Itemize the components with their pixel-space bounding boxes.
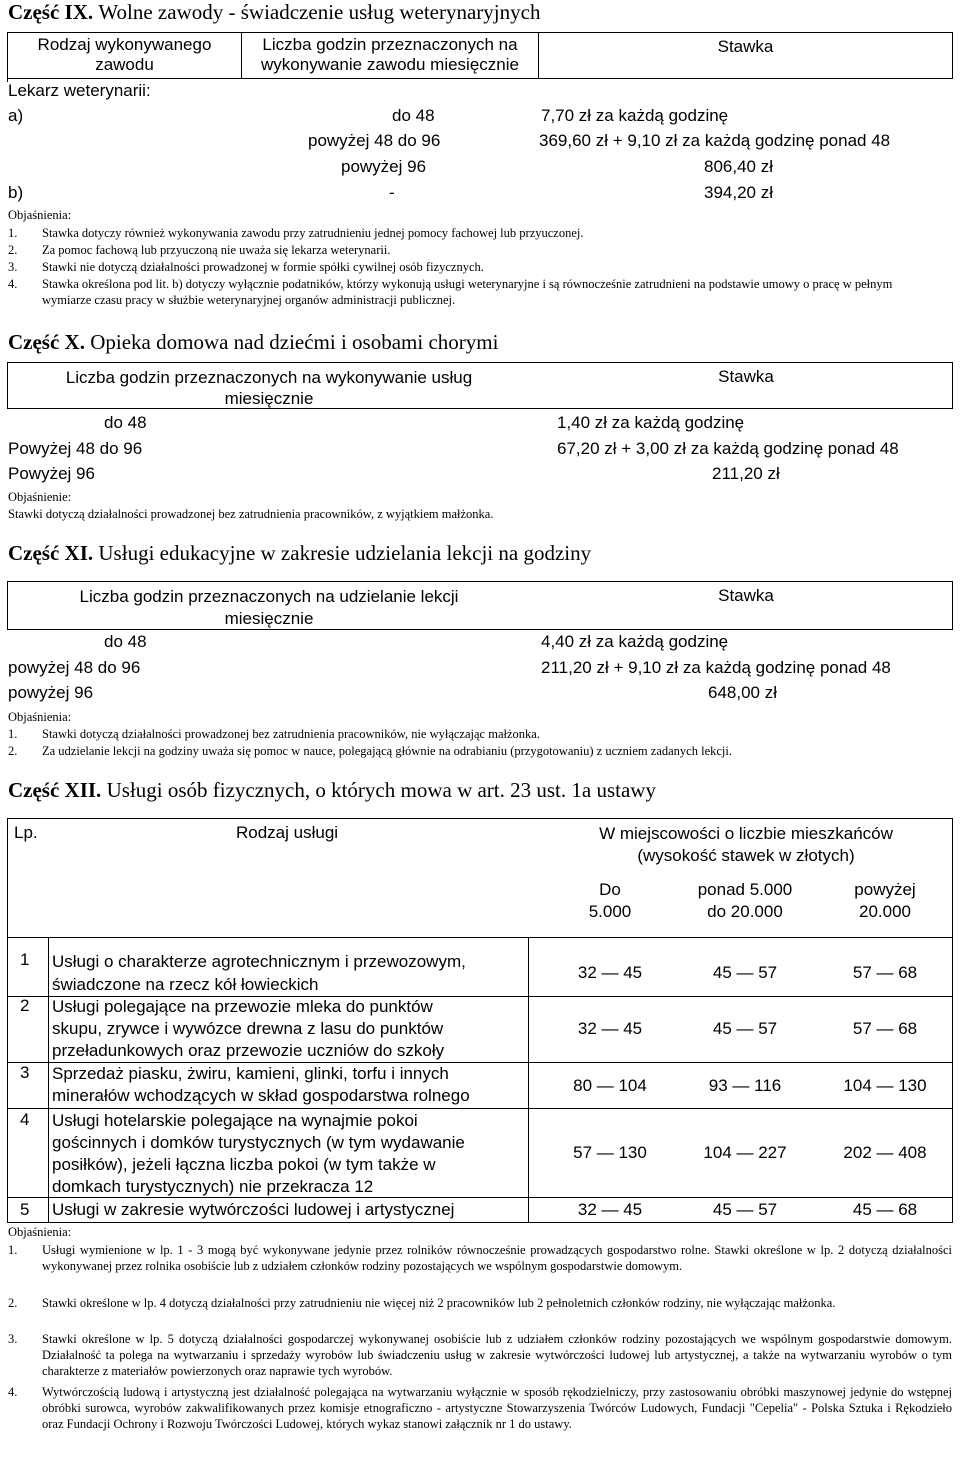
part9-header-kind-l1: Rodzaj wykonywanego — [37, 35, 212, 54]
part9-title-prefix: Część IX. — [8, 0, 94, 24]
part9-row-b-rate: 394,20 zł — [704, 183, 773, 202]
part10-title: Opieka domowa nad dziećmi i osobami chorymi — [90, 330, 499, 354]
part9-header-kind-l2: zawodu — [95, 55, 154, 74]
part12-row-1-c2: 45 — 57 — [712, 963, 778, 982]
part12-row-4-lp: 4 — [20, 1110, 30, 1129]
part12-row-2-c3: 57 — 68 — [852, 1019, 918, 1038]
part12-row-5-c3: 45 — 68 — [852, 1200, 918, 1219]
part11-title: Usługi edukacyjne w zakresie udzielania lekcji na godziny — [98, 541, 592, 565]
part12-row-1-line-1: Usługi o charakterze agrotechnicznym i przewozowym, — [52, 952, 466, 971]
part12-row-1-c1: 32 — 45 — [577, 963, 643, 982]
part12-row-2-lp: 2 — [20, 996, 30, 1015]
part12-header-c2 — [680, 879, 810, 923]
part9-note-3-text: Stawki nie dotyczą działalności prowadzonej w formie spółki cywilnej osób fizycznych. — [42, 260, 484, 274]
part12-row-4-service — [52, 1110, 465, 1198]
part12-header-c3 — [820, 879, 950, 923]
part12-row-4-c1: 57 — 130 — [573, 1143, 647, 1162]
part12-row-3-c1: 80 — 104 — [573, 1076, 647, 1095]
part9-note-4-num: 4. — [8, 277, 18, 291]
part10-header-hours-l1: Liczba godzin przeznaczonych na wykonywanie usług — [65, 368, 473, 387]
part12-header-group-l1: W miejscowości o liczbie mieszkańców — [599, 824, 893, 843]
part12-note-4-num: 4. — [8, 1385, 18, 1399]
part12-heading — [8, 778, 656, 803]
part12-header-c1-l1: Do — [599, 880, 621, 899]
part12-row-2-c2: 45 — 57 — [712, 1019, 778, 1038]
part12-row-5-c1: 32 — 45 — [577, 1200, 643, 1219]
part10-row-3-hours: Powyżej 96 — [8, 464, 95, 483]
part9-row-b-hours: - — [389, 183, 395, 202]
part12-row-1-service — [52, 950, 466, 996]
part11-row-2-hours: powyżej 48 do 96 — [8, 658, 141, 677]
part12-row-3-service — [52, 1063, 470, 1107]
part9-group-label: Lekarz weterynarii: — [8, 81, 151, 100]
part9-row-a-rate: 7,70 zł za każdą godzinę — [541, 106, 729, 125]
part9-note-2-num: 2. — [8, 243, 18, 257]
part12-row-2-line-3: przeładunkowych oraz przewozie uczniów do szkoły — [52, 1041, 445, 1060]
part12-row-4-line-1: Usługi hotelarskie polegające na wynajmie pokoi — [52, 1111, 418, 1130]
part9-header-hours-l2: wykonywanie zawodu miesięcznie — [261, 55, 519, 74]
part11-notes-title: Objaśnienia: — [8, 710, 72, 724]
part12-row-2-c1: 32 — 45 — [577, 1019, 643, 1038]
part12-row-1-c3: 57 — 68 — [852, 963, 918, 982]
part12-row-2-line-1: Usługi polegające na przewozie mleka do punktów — [52, 997, 433, 1016]
part12-row-5-service: Usługi w zakresie wytwórczości ludowej i artystycznej — [52, 1200, 455, 1219]
part10-heading — [8, 330, 498, 355]
part10-row-1-rate: 1,40 zł za każdą godzinę — [557, 413, 745, 432]
part9-note-1-num: 1. — [8, 226, 18, 240]
part12-header-c3-l2: 20.000 — [859, 902, 911, 921]
part12-row-4-line-2: gościnnych i domków turystycznych (w tym wydawanie — [52, 1133, 465, 1152]
part11-note-1-num: 1. — [8, 727, 18, 741]
part11-header-hours-l2: miesięcznie — [224, 609, 314, 628]
part10-notes-title: Objaśnienie: — [8, 490, 72, 504]
part12-row-4-line-3: posiłków), jeżeli łączna liczba pokoi (w tym także w — [52, 1155, 436, 1174]
part12-row-2-line-2: skupu, zrywce i wywózce drewna z lasu do punktów — [52, 1019, 444, 1038]
part12-note-1-text: Usługi wymienione w lp. 1 - 3 mogą być wykonywane jedynie przez rolników równocześnie prowadzących gospodarstwo rolne. Stawki określone w lp. 2 dotyczą działalności wykonywanej przez rolnika osobiście lub z udziałem członków rodziny pozostających we wspólnym gospodarstwie domowym. — [42, 1243, 952, 1273]
part9-header-hours — [242, 35, 538, 75]
part11-header-hours-l1: Liczba godzin przeznaczonych na udzielanie lekcji — [79, 587, 459, 606]
part12-row-1-lp: 1 — [20, 950, 30, 969]
part10-note: Stawki dotyczą działalności prowadzonej bez zatrudnienia pracowników, z wyjątkiem małżonka. — [8, 507, 494, 521]
part12-row-4-line-4: domkach turystycznych) nie przekracza 12 — [52, 1177, 374, 1196]
part12-note-1-num: 1. — [8, 1243, 18, 1257]
part9-row-3-rate: 806,40 zł — [704, 157, 773, 176]
part9-header-hours-l1: Liczba godzin przeznaczonych na — [262, 35, 518, 54]
part11-row-3-rate: 648,00 zł — [708, 683, 777, 702]
part11-row-1-hours: do 48 — [104, 632, 147, 651]
part10-row-2-hours: Powyżej 48 do 96 — [8, 439, 143, 458]
part11-note-2-num: 2. — [8, 744, 18, 758]
part12-header-c1-l2: 5.000 — [588, 902, 632, 921]
part12-header-c1 — [560, 879, 660, 923]
part12-header-service: Rodzaj usługi — [236, 823, 339, 842]
part11-note-1-text: Stawki dotyczą działalności prowadzonej bez zatrudnienia pracowników, nie wyłączając małżonka. — [42, 727, 540, 741]
part11-row-1-rate: 4,40 zł za każdą godzinę — [541, 632, 729, 651]
part12-header-c2-l2: do 20.000 — [707, 902, 783, 921]
part12-title-prefix: Część XII. — [8, 778, 102, 802]
part10-row-2-rate: 67,20 zł + 3,00 zł za każdą godzinę ponad 48 — [557, 439, 899, 458]
part9-row-3-hours: powyżej 96 — [341, 157, 427, 176]
part12-row-3-line-2: minerałów wchodzących w skład gospodarstwa rolnego — [52, 1086, 470, 1105]
part9-row-2-rate: 369,60 zł + 9,10 zł za każdą godzinę ponad 48 — [539, 131, 891, 150]
part12-note-2-num: 2. — [8, 1296, 18, 1310]
part12-note-3-text: Stawki określone w lp. 5 dotyczą działalności gospodarczej wykonywanej osobiście lub z udziałem członków rodziny pozostających we wspólnym gospodarstwie domowym. Działalność ta polega na wytwarzaniu i sprzedaży wyrobów lub świadczeniu usług w zakresie wytwórczości ludowej lub artystycznej, a także na wytwarzaniu wyrobów o tym charakterze z materiałów powierzonych oraz naprawie tych wyrobów. — [42, 1332, 952, 1378]
part12-row-1-line-2: świadczone na rzecz kół łowieckich — [52, 975, 319, 994]
part12-row-3-c3: 104 — 130 — [843, 1076, 927, 1095]
part9-row-a-label: a) — [8, 106, 24, 125]
part11-header-rate: Stawka — [718, 586, 774, 605]
part9-note-2-text: Za pomoc fachową lub przyuczoną nie uważa się lekarza weterynarii. — [42, 243, 391, 257]
part12-row-3-c2: 93 — 116 — [708, 1076, 782, 1095]
part12-row-5-c2: 45 — 57 — [712, 1200, 778, 1219]
part9-note-1-text: Stawka dotyczy również wykonywania zawodu przy zatrudnieniu jednej pomocy fachowej lub przyuczonej. — [42, 226, 584, 240]
part11-row-2-rate: 211,20 zł + 9,10 zł za każdą godzinę ponad 48 — [541, 658, 891, 677]
part12-note-2-text: Stawki określone w lp. 4 dotyczą działalności przy zatrudnieniu nie więcej niż 2 pracowników lub 2 pełnoletnich członków rodziny, nie wyłączając małżonka. — [42, 1296, 836, 1310]
part10-header-rate: Stawka — [718, 367, 774, 386]
part11-heading — [8, 541, 591, 566]
part9-notes-title: Objaśnienia: — [8, 208, 72, 222]
part12-row-4-c2: 104 — 227 — [703, 1143, 787, 1162]
part12-header-lp: Lp. — [14, 823, 38, 842]
part9-row-b-label: b) — [8, 183, 24, 202]
part12-row-4-c3: 202 — 408 — [843, 1143, 927, 1162]
part12-note-4-text: Wytwórczością ludową i artystyczną jest działalność polegająca na wytwarzaniu wyłącznie w sposób rękodzielniczy, przy zastosowaniu obróbki maszynowej jedynie do wstępnej obróbki surowca, wyrobów zakwalifikowanych przez komisje etnograficzno - artystyczne Stowarzyszenia Twórców Ludowych, Fundacji "Cepelia" - Polska Sztuka i Rękodzieło oraz Fundacji Ochrony i Rozwoju Twórczości Ludowej, których wykaz stanowi załącznik nr 1 do ustawy. — [42, 1385, 952, 1431]
part11-title-prefix: Część XI. — [8, 541, 94, 565]
part12-title: Usługi osób fizycznych, o których mowa w art. 23 ust. 1a ustawy — [106, 778, 656, 802]
part11-row-3-hours: powyżej 96 — [8, 683, 94, 702]
part12-row-5-lp: 5 — [20, 1200, 30, 1219]
part9-heading — [8, 0, 540, 25]
part10-title-prefix: Część X. — [8, 330, 85, 354]
part12-row-3-line-1: Sprzedaż piasku, żwiru, kamieni, glinki, torfu i innych — [52, 1064, 449, 1083]
part9-note-4-text: Stawka określona pod lit. b) dotyczy wyłącznie podatników, którzy wykonują usługi weterynaryjne i są równocześnie zatrudnieni na podstawie umowy o pracę w pełnym wymiarze czasu pracy w służbie weterynaryjnej organów administracji publicznej. — [42, 277, 893, 307]
part9-row-2-hours: powyżej 48 do 96 — [308, 131, 441, 150]
part12-header-c3-l1: powyżej — [854, 880, 916, 899]
part10-row-1-hours: do 48 — [104, 413, 147, 432]
part12-header-group — [540, 823, 952, 867]
part11-note-2-text: Za udzielanie lekcji na godziny uważa się pomoc w nauce, polegającą głównie na odrabianiu (przygotowaniu) z uczniem zadanych lekcji. — [42, 744, 732, 758]
part12-row-2-service — [52, 996, 444, 1062]
part12-header-group-l2: (wysokość stawek w złotych) — [637, 846, 855, 865]
part9-title: Wolne zawody - świadczenie usług weterynaryjnych — [98, 0, 541, 24]
part12-row-3-lp: 3 — [20, 1063, 30, 1082]
part12-note-3-num: 3. — [8, 1332, 18, 1346]
part9-header-rate: Stawka — [717, 37, 774, 56]
part9-row-a-hours: do 48 — [392, 106, 435, 125]
part10-row-3-rate: 211,20 zł — [712, 464, 780, 483]
part12-notes-title: Objaśnienia: — [8, 1225, 72, 1239]
part9-note-3-num: 3. — [8, 260, 18, 274]
part10-header-hours — [8, 367, 530, 409]
part9-header-kind — [8, 35, 241, 75]
part11-header-hours — [8, 586, 530, 630]
part10-header-hours-l2: miesięcznie — [224, 389, 314, 408]
part12-header-c2-l1: ponad 5.000 — [697, 880, 793, 899]
